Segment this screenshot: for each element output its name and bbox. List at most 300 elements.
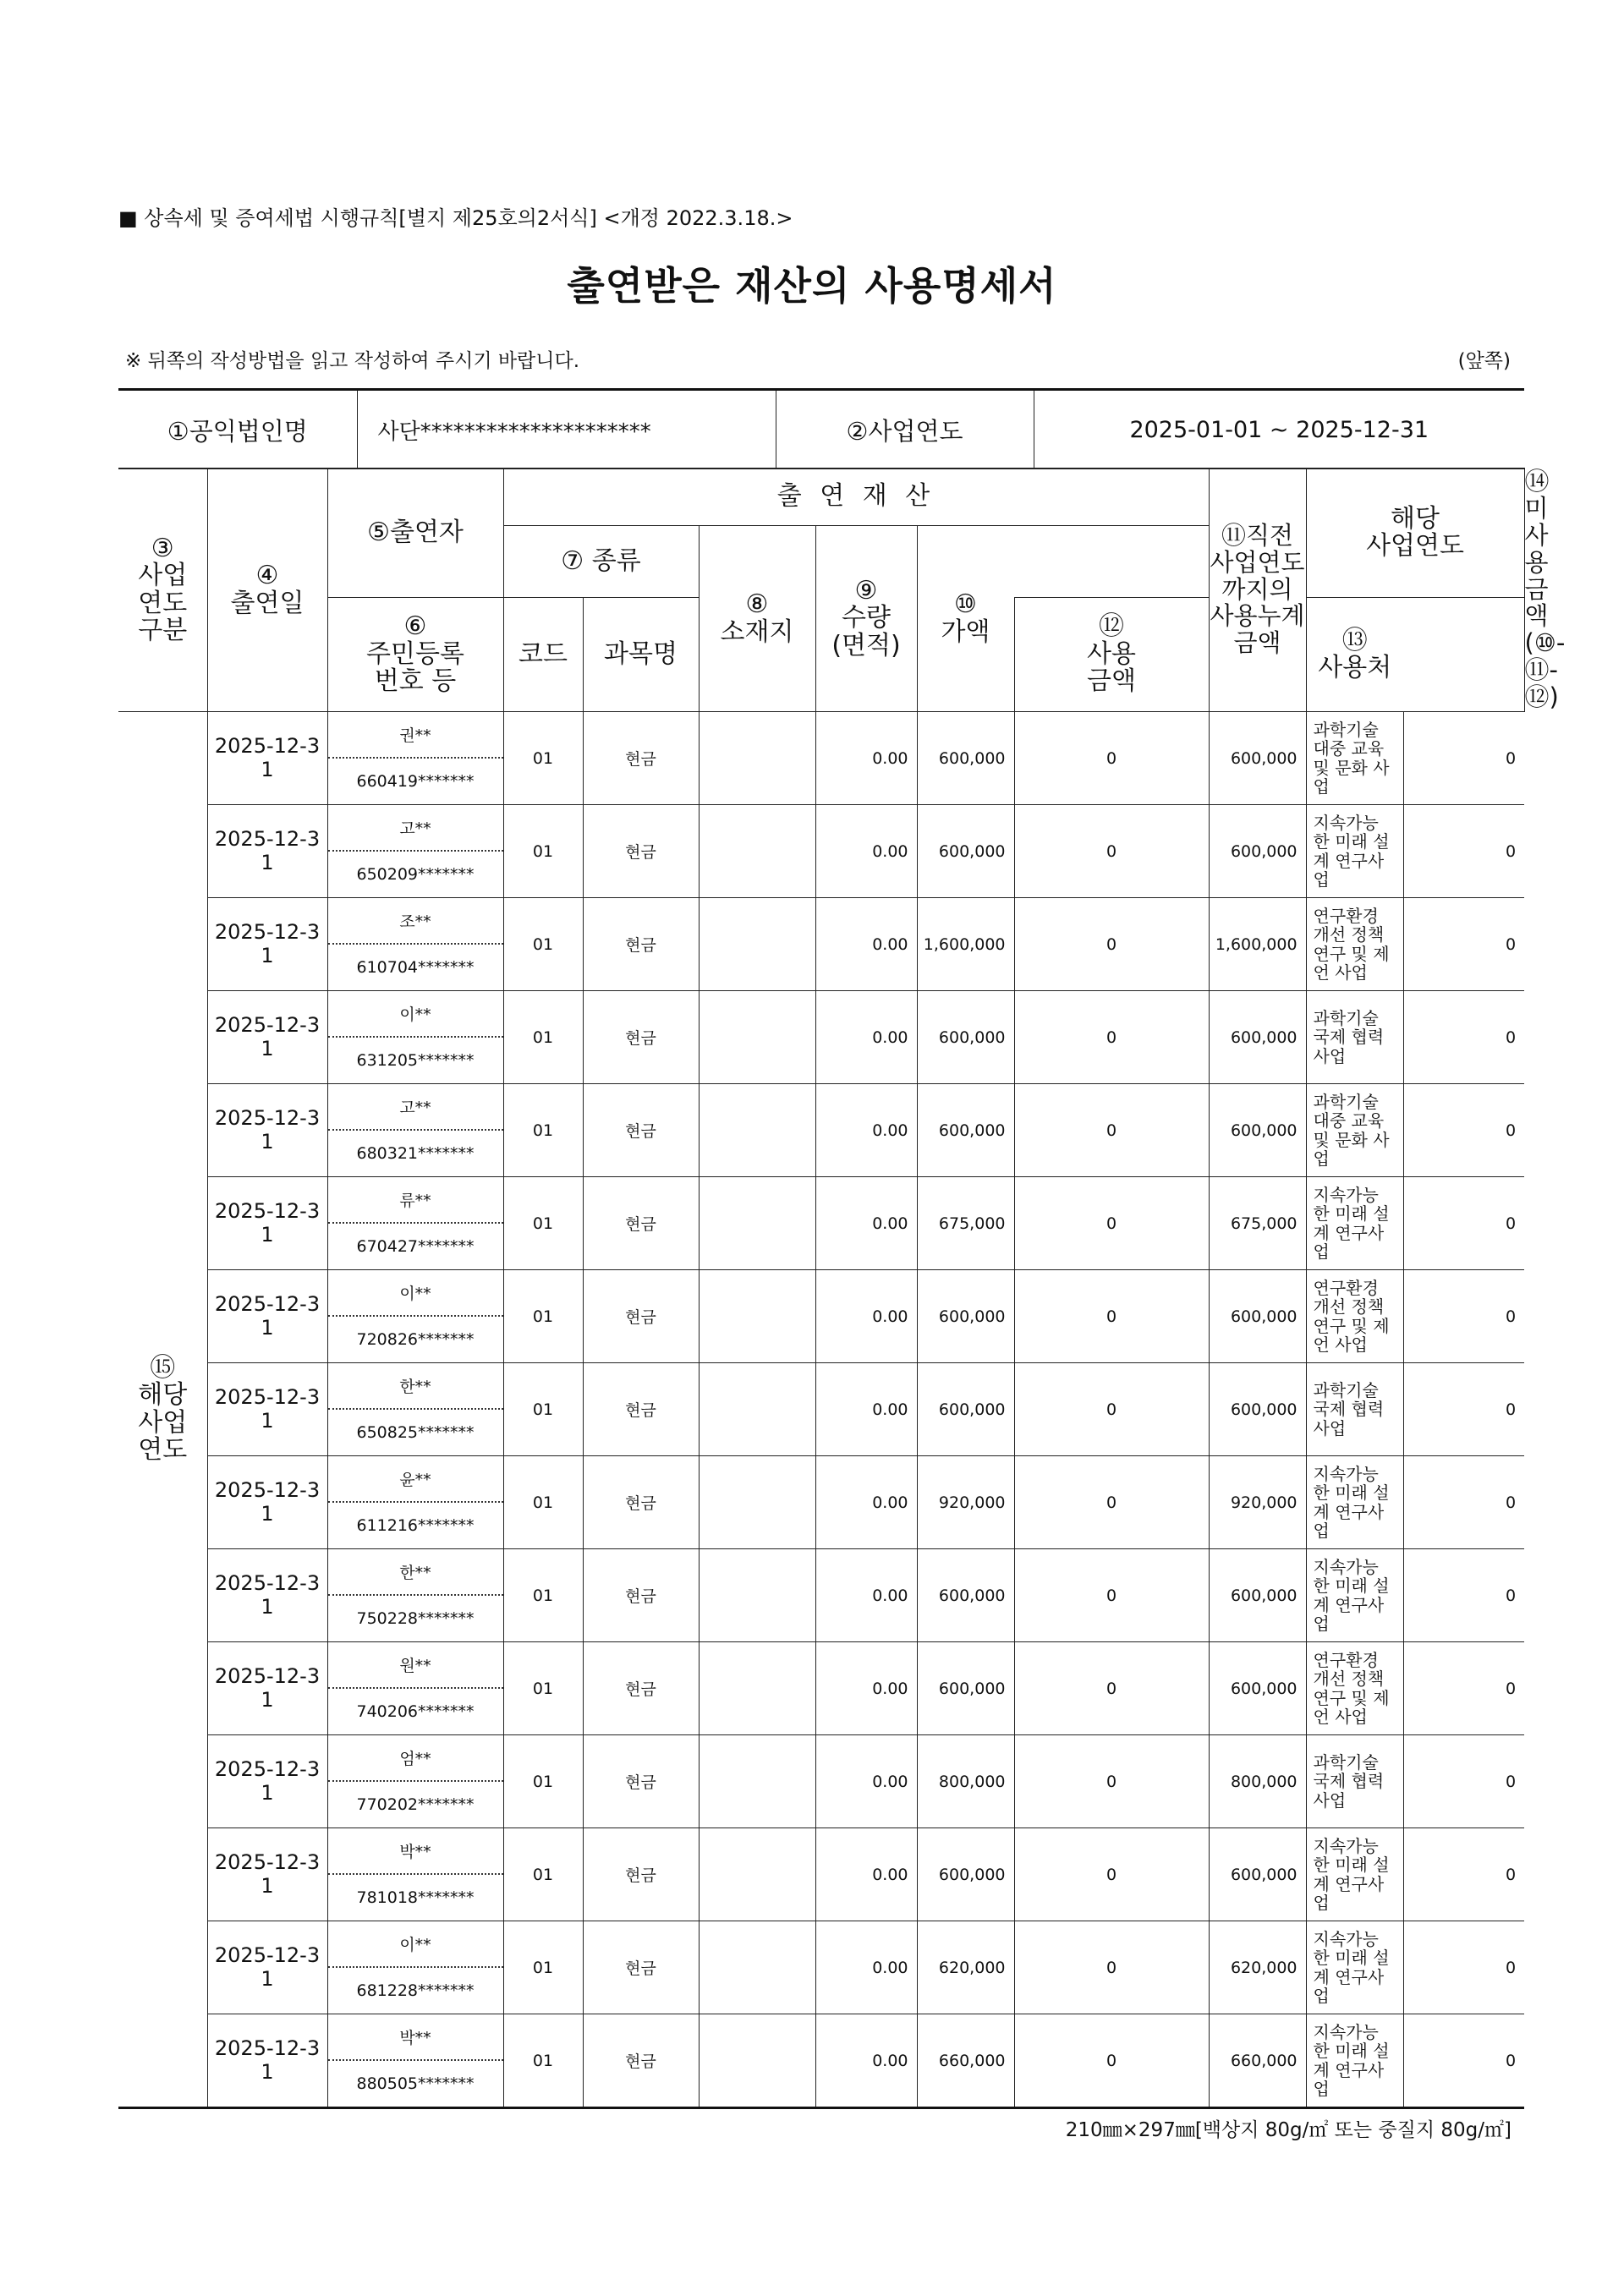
property-subject: 현금: [583, 712, 699, 805]
unused-amount: 0: [1403, 1549, 1524, 1642]
header-line: 주민등록: [366, 638, 464, 669]
property-subject: 현금: [583, 898, 699, 991]
property-subject: 현금: [583, 1363, 699, 1456]
usage-place: [1306, 1177, 1403, 1270]
property-location: [699, 2014, 815, 2108]
property-code: 01: [503, 898, 583, 991]
usage-place-line: 연구 및 제: [1313, 1315, 1390, 1336]
usage-place-line: 한 미래 설: [1313, 1575, 1390, 1597]
fiscal-year-value: 2025-01-01 ~ 2025-12-31: [1034, 390, 1524, 469]
prior-cumulative-amount: 0: [1014, 1270, 1209, 1363]
used-amount: 1,600,000: [1209, 898, 1306, 991]
property-location: [699, 1735, 815, 1828]
property-code: 01: [503, 1270, 583, 1363]
header-line: 수량: [842, 603, 891, 633]
prior-cumulative-amount: 0: [1014, 1921, 1209, 2014]
donor-cell: [327, 1177, 503, 1270]
unused-amount: 0: [1403, 1084, 1524, 1177]
prior-cumulative-amount: 0: [1014, 2014, 1209, 2108]
property-subject: 현금: [583, 1177, 699, 1270]
prior-cumulative-amount: 0: [1014, 898, 1209, 991]
donor-name: 권**: [328, 713, 503, 759]
property-subject: 현금: [583, 1456, 699, 1549]
property-quantity: 0.00: [815, 991, 917, 1084]
header-line: 가액: [941, 616, 990, 647]
property-location: [699, 1549, 815, 1642]
usage-place-line: 업: [1313, 1613, 1330, 1634]
property-code: 01: [503, 1549, 583, 1642]
usage-place-line: 대중 교육: [1313, 1110, 1385, 1132]
donor-cell: [327, 1549, 503, 1642]
used-amount: 675,000: [1209, 1177, 1306, 1270]
donation-date: 2025-12-31: [207, 1549, 327, 1642]
col-header-current-year: [1306, 469, 1524, 598]
unused-amount: 0: [1403, 1828, 1524, 1921]
donation-date: 2025-12-31: [207, 898, 327, 991]
usage-place-line: 사업: [1313, 1417, 1347, 1438]
usage-place: [1306, 712, 1403, 805]
property-code: 01: [503, 1921, 583, 2014]
usage-place: [1306, 1363, 1403, 1456]
property-quantity: 0.00: [815, 1642, 917, 1735]
header-line: 사업연도: [1366, 531, 1464, 561]
donor-name: 원**: [328, 1643, 503, 1689]
col-header-location: [699, 526, 815, 712]
table-row: [118, 1084, 1524, 1177]
prior-cumulative-amount: 0: [1014, 1828, 1209, 1921]
donation-date: 2025-12-31: [207, 1828, 327, 1921]
usage-place-line: 업: [1313, 869, 1330, 890]
property-quantity: 0.00: [815, 1456, 917, 1549]
donor-cell: [327, 1828, 503, 1921]
donor-cell: [327, 805, 503, 898]
usage-place-line: 한 미래 설: [1313, 2041, 1390, 2062]
prior-cumulative-amount: 0: [1014, 1363, 1209, 1456]
table-row: [118, 805, 1524, 898]
col-header-subject: 과목명: [583, 598, 699, 712]
usage-place-line: 언 사업: [1313, 962, 1368, 983]
header-line: ③: [151, 533, 174, 563]
property-quantity: 0.00: [815, 1177, 917, 1270]
property-value: 675,000: [917, 1177, 1014, 1270]
property-code: 01: [503, 1735, 583, 1828]
property-location: [699, 1828, 815, 1921]
donor-resident-number: 750228*******: [356, 1608, 475, 1628]
usage-place-line: 업: [1313, 1892, 1330, 1913]
donor-resident-number: 660419*******: [356, 771, 475, 791]
donor-name: 박**: [328, 1829, 503, 1875]
donor-resident-number: 670427*******: [356, 1236, 475, 1256]
property-location: [699, 1642, 815, 1735]
usage-place-line: 지속가능: [1313, 1835, 1379, 1856]
donor-cell: [327, 1456, 503, 1549]
property-quantity: 0.00: [815, 1270, 917, 1363]
usage-place: [1306, 805, 1403, 898]
donor-cell: [327, 898, 503, 991]
usage-place-line: 국제 협력: [1313, 1399, 1385, 1420]
used-amount: 600,000: [1209, 1549, 1306, 1642]
donor-name: 윤**: [328, 1457, 503, 1503]
usage-place: [1306, 1270, 1403, 1363]
header-line: ④: [255, 561, 279, 591]
donation-date: 2025-12-31: [207, 1363, 327, 1456]
usage-place: [1306, 1456, 1403, 1549]
property-quantity: 0.00: [815, 1921, 917, 2014]
legal-reference: ■ 상속세 및 증여세법 시행규칙[별지 제25호의2서식] <개정 2022.3.18.>: [118, 206, 793, 230]
col-header-code: 코드: [503, 598, 583, 712]
table-row: [118, 991, 1524, 1084]
usage-place-line: 지속가능: [1313, 1184, 1379, 1205]
donation-date: 2025-12-31: [207, 2014, 327, 2108]
property-code: 01: [503, 2014, 583, 2108]
property-value: 600,000: [917, 1828, 1014, 1921]
year-type-current: [118, 712, 207, 2108]
property-value: 660,000: [917, 2014, 1014, 2108]
page-side-label: (앞쪽): [1457, 350, 1511, 372]
property-quantity: 0.00: [815, 1084, 917, 1177]
property-location: [699, 1363, 815, 1456]
year-type-line: 사업: [138, 1407, 188, 1438]
col-header-prior-cumulative: [1209, 469, 1306, 712]
unused-amount: 0: [1403, 991, 1524, 1084]
property-code: 01: [503, 991, 583, 1084]
property-quantity: 0.00: [815, 1735, 917, 1828]
table-row: [118, 1363, 1524, 1456]
donation-date: 2025-12-31: [207, 1456, 327, 1549]
property-value: 600,000: [917, 1270, 1014, 1363]
property-quantity: 0.00: [815, 712, 917, 805]
used-amount: 600,000: [1209, 1363, 1306, 1456]
usage-place-line: 국제 협력: [1313, 1771, 1385, 1792]
usage-place-line: 한 미래 설: [1313, 831, 1390, 852]
donor-resident-number: 720826*******: [356, 1329, 475, 1349]
donor-resident-number: 770202*******: [356, 1795, 475, 1814]
unused-amount: 0: [1403, 1363, 1524, 1456]
donor-resident-number: 680321*******: [356, 1143, 475, 1163]
unused-amount: 0: [1403, 898, 1524, 991]
header-line: 사용: [1087, 638, 1136, 669]
year-type-line: 해당: [138, 1380, 188, 1411]
property-code: 01: [503, 805, 583, 898]
table-row: [118, 1735, 1524, 1828]
property-location: [699, 1270, 815, 1363]
property-value: 600,000: [917, 712, 1014, 805]
usage-place-line: 업: [1313, 1241, 1330, 1262]
property-location: [699, 1084, 815, 1177]
prior-cumulative-amount: 0: [1014, 1084, 1209, 1177]
property-subject: 현금: [583, 1828, 699, 1921]
usage-place-line: 개선 정책: [1313, 924, 1385, 945]
used-amount: 800,000: [1209, 1735, 1306, 1828]
usage-place-line: 과학기술: [1313, 1751, 1379, 1773]
header-line: 사용처: [1318, 653, 1392, 683]
table-row: [118, 898, 1524, 991]
donation-date: 2025-12-31: [207, 1642, 327, 1735]
property-value: 600,000: [917, 991, 1014, 1084]
instruction-note: ※ 뒤쪽의 작성방법을 읽고 작성하여 주시기 바랍니다.: [125, 350, 580, 372]
usage-place-line: 지속가능: [1313, 2021, 1379, 2042]
property-value: 600,000: [917, 1642, 1014, 1735]
usage-place: [1306, 2014, 1403, 2108]
donation-date: 2025-12-31: [207, 805, 327, 898]
donor-cell: [327, 1642, 503, 1735]
prior-cumulative-amount: 0: [1014, 1456, 1209, 1549]
usage-place-line: 지속가능: [1313, 1463, 1379, 1484]
table-row: [118, 1549, 1524, 1642]
unused-amount: 0: [1403, 1642, 1524, 1735]
used-amount: 600,000: [1209, 1084, 1306, 1177]
donation-date: 2025-12-31: [207, 1177, 327, 1270]
used-amount: 920,000: [1209, 1456, 1306, 1549]
unused-amount: 0: [1403, 712, 1524, 805]
col-header-donor: ⑤출연자: [327, 469, 503, 598]
property-location: [699, 898, 815, 991]
col-header-quantity: [815, 526, 917, 712]
property-value: 600,000: [917, 1549, 1014, 1642]
donor-resident-number: 650209*******: [356, 864, 475, 884]
prior-cumulative-amount: 0: [1014, 1549, 1209, 1642]
table-row: [118, 1456, 1524, 1549]
property-quantity: 0.00: [815, 1363, 917, 1456]
donor-resident-number: 880505*******: [356, 2074, 475, 2093]
paper-spec: 210㎜×297㎜[백상지 80g/㎡ 또는 중질지 80g/㎡]: [1065, 2119, 1512, 2141]
donor-resident-number: 631205*******: [356, 1050, 475, 1070]
usage-place-line: 지속가능: [1313, 1928, 1379, 1949]
donor-cell: [327, 1363, 503, 1456]
property-location: [699, 712, 815, 805]
unused-amount: 0: [1403, 805, 1524, 898]
usage-place-line: 과학기술: [1313, 1091, 1379, 1112]
property-value: 600,000: [917, 805, 1014, 898]
usage-place-line: 개선 정책: [1313, 1296, 1385, 1318]
usage-place-line: 대중 교육: [1313, 738, 1385, 759]
header-line: ⑫: [1099, 611, 1125, 642]
usage-place-line: 지속가능: [1313, 1556, 1379, 1577]
unused-amount: 0: [1403, 1177, 1524, 1270]
header-line: ⑨: [854, 575, 878, 606]
donation-date: 2025-12-31: [207, 1270, 327, 1363]
header-line: 해당: [1391, 503, 1440, 534]
prior-cumulative-amount: 0: [1014, 1642, 1209, 1735]
header-line: (면적): [831, 630, 901, 660]
header-line: 미사용: [1524, 493, 1549, 577]
usage-place-line: 과학기술: [1313, 1379, 1379, 1400]
usage-place-line: 과학기술: [1313, 1007, 1379, 1028]
property-code: 01: [503, 1456, 583, 1549]
property-code: 01: [503, 712, 583, 805]
donation-date: 2025-12-31: [207, 991, 327, 1084]
table-row: [118, 712, 1524, 805]
donor-cell: [327, 1270, 503, 1363]
header-line: 사업: [138, 561, 188, 591]
property-subject: 현금: [583, 1642, 699, 1735]
property-location: [699, 805, 815, 898]
donor-resident-number: 681228*******: [356, 1981, 475, 2000]
header-line: ⑭: [1524, 467, 1550, 496]
property-quantity: 0.00: [815, 1549, 917, 1642]
unused-amount: 0: [1403, 2014, 1524, 2108]
donor-name: 이**: [328, 1922, 503, 1968]
usage-place-line: 계 연구사: [1313, 1222, 1385, 1243]
property-location: [699, 1921, 815, 2014]
used-amount: 600,000: [1209, 712, 1306, 805]
header-line: ⑪직전: [1221, 520, 1294, 550]
used-amount: 600,000: [1209, 1828, 1306, 1921]
header-line: 사용누계금액: [1210, 601, 1305, 658]
usage-place-line: 업: [1313, 1520, 1330, 1541]
property-value: 1,600,000: [917, 898, 1014, 991]
donor-name: 엄**: [328, 1736, 503, 1782]
header-line: 출연일: [230, 588, 304, 618]
org-info-table: [118, 388, 1524, 469]
usage-place-line: 연구환경: [1313, 905, 1379, 926]
header-line: (⑩-⑪-⑫): [1524, 628, 1566, 712]
prior-cumulative-amount: 0: [1014, 991, 1209, 1084]
unused-amount: 0: [1403, 1270, 1524, 1363]
usage-place: [1306, 1921, 1403, 2014]
usage-place-line: 업: [1313, 1985, 1330, 2006]
donor-cell: [327, 1735, 503, 1828]
usage-place-line: 업: [1313, 1148, 1330, 1169]
header-line: ⑧: [745, 589, 769, 620]
col-header-resident-number: [327, 598, 503, 712]
used-amount: 600,000: [1209, 1270, 1306, 1363]
usage-place-line: 한 미래 설: [1313, 1482, 1390, 1504]
donor-cell: [327, 1921, 503, 2014]
donor-name: 조**: [328, 899, 503, 945]
usage-place-line: 국제 협력: [1313, 1027, 1385, 1048]
year-type-line: 연도: [138, 1434, 188, 1465]
col-header-year-type: [118, 469, 207, 712]
property-value: 620,000: [917, 1921, 1014, 2014]
property-value: 800,000: [917, 1735, 1014, 1828]
usage-place: [1306, 1084, 1403, 1177]
usage-place-line: 및 문화 사: [1313, 757, 1390, 778]
usage-place-line: 과학기술: [1313, 719, 1379, 740]
property-subject: 현금: [583, 805, 699, 898]
usage-place-line: 한 미래 설: [1313, 1203, 1390, 1225]
col-header-kind: ⑦ 종류: [503, 526, 699, 598]
donor-resident-number: 611216*******: [356, 1515, 475, 1535]
property-code: 01: [503, 1084, 583, 1177]
unused-amount: 0: [1403, 1456, 1524, 1549]
usage-place-line: 개선 정책: [1313, 1669, 1385, 1690]
donor-name: 고**: [328, 1085, 503, 1131]
used-amount: 600,000: [1209, 991, 1306, 1084]
prior-cumulative-amount: 0: [1014, 805, 1209, 898]
header-line: 구분: [138, 615, 188, 645]
property-code: 01: [503, 1642, 583, 1735]
property-subject: 현금: [583, 991, 699, 1084]
header-line: ⑬: [1341, 625, 1368, 655]
prior-cumulative-amount: 0: [1014, 712, 1209, 805]
property-subject: 현금: [583, 1549, 699, 1642]
donor-name: 한**: [328, 1364, 503, 1410]
donation-date: 2025-12-31: [207, 1735, 327, 1828]
usage-place: [1306, 898, 1403, 991]
donation-rows: [118, 712, 1524, 2108]
usage-place: [1306, 1735, 1403, 1828]
header-line: 번호 등: [374, 666, 457, 697]
usage-place-line: 계 연구사: [1313, 850, 1385, 871]
donor-cell: [327, 712, 503, 805]
usage-place-line: 계 연구사: [1313, 2059, 1385, 2080]
donor-cell: [327, 2014, 503, 2108]
header-line: ⑩: [954, 589, 977, 620]
usage-place-line: 연구 및 제: [1313, 1687, 1390, 1708]
property-subject: 현금: [583, 1735, 699, 1828]
org-name-value: 사단*********************: [357, 390, 776, 469]
usage-place-line: 연구환경: [1313, 1277, 1379, 1298]
col-header-value: [917, 526, 1014, 712]
header-line: 까지의: [1221, 574, 1293, 604]
donor-name: 이**: [328, 1271, 503, 1317]
property-code: 01: [503, 1363, 583, 1456]
table-row: [118, 2014, 1524, 2108]
form-title: 출연받은 재산의 사용명세서: [567, 263, 1057, 309]
property-quantity: 0.00: [815, 898, 917, 991]
usage-place-line: 계 연구사: [1313, 1873, 1385, 1894]
fiscal-year-label: ②사업연도: [776, 390, 1034, 469]
donor-name: 고**: [328, 806, 503, 852]
donation-date: 2025-12-31: [207, 712, 327, 805]
property-value: 920,000: [917, 1456, 1014, 1549]
col-header-donation-date: [207, 469, 327, 712]
usage-place-line: 계 연구사: [1313, 1501, 1385, 1522]
usage-place-line: 연구 및 제: [1313, 943, 1390, 964]
donor-resident-number: 781018*******: [356, 1888, 475, 1907]
unused-amount: 0: [1403, 1735, 1524, 1828]
usage-place-line: 사업: [1313, 1045, 1347, 1066]
usage-place: [1306, 1642, 1403, 1735]
used-amount: 620,000: [1209, 1921, 1306, 2014]
col-header-usage-place: [1306, 598, 1403, 712]
usage-place-line: 및 문화 사: [1313, 1129, 1390, 1150]
donor-resident-number: 650825*******: [356, 1422, 475, 1442]
header-line: 연도: [138, 588, 188, 618]
table-row: [118, 1642, 1524, 1735]
property-value: 600,000: [917, 1363, 1014, 1456]
unused-amount: 0: [1403, 1921, 1524, 2014]
usage-place-line: 한 미래 설: [1313, 1948, 1390, 1969]
donor-resident-number: 610704*******: [356, 957, 475, 977]
table-row: [118, 1828, 1524, 1921]
usage-place-line: 업: [1313, 775, 1330, 797]
property-value: 600,000: [917, 1084, 1014, 1177]
usage-place-line: 지속가능: [1313, 812, 1379, 833]
donor-name: 박**: [328, 2015, 503, 2061]
property-subject: 현금: [583, 2014, 699, 2108]
usage-place-line: 계 연구사: [1313, 1594, 1385, 1615]
property-subject: 현금: [583, 1084, 699, 1177]
col-header-donated-property: 출 연 재 산: [503, 469, 1209, 526]
donation-usage-table: [118, 467, 1566, 2109]
header-line: 사업연도: [1210, 547, 1305, 577]
usage-place-line: 사업: [1313, 1789, 1347, 1811]
prior-cumulative-amount: 0: [1014, 1177, 1209, 1270]
usage-place-line: 언 사업: [1313, 1706, 1368, 1727]
table-row: [118, 1177, 1524, 1270]
header-line: ⑥: [403, 611, 427, 642]
used-amount: 660,000: [1209, 2014, 1306, 2108]
usage-place: [1306, 1828, 1403, 1921]
year-type-line: ⑮: [150, 1352, 176, 1383]
donation-date: 2025-12-31: [207, 1084, 327, 1177]
property-location: [699, 1177, 815, 1270]
usage-place: [1306, 991, 1403, 1084]
donor-name: 한**: [328, 1550, 503, 1596]
property-location: [699, 991, 815, 1084]
